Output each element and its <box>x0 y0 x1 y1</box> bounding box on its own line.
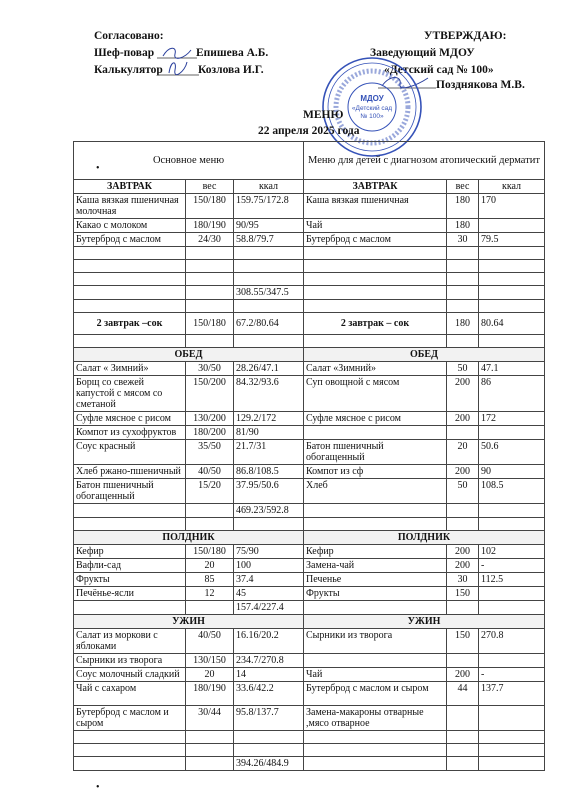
dish-weight: 30/50 <box>186 362 234 376</box>
dish-weight: 85 <box>186 573 234 587</box>
menu-date: 22 апреля 2025 года <box>258 125 360 137</box>
dish-kcal: 33.6/42.2 <box>234 682 304 706</box>
table-row <box>74 465 545 479</box>
dish-kcal <box>234 300 304 313</box>
dish-kcal <box>234 260 304 273</box>
dish-weight: 180/190 <box>186 219 234 233</box>
dish-kcal: 112.5 <box>479 573 545 587</box>
menu-table <box>73 141 545 771</box>
dish-weight: 200 <box>447 412 479 426</box>
table-row <box>74 426 545 440</box>
dish-weight <box>186 300 234 313</box>
dish-name: Сырники из творога <box>304 629 447 654</box>
dish-kcal: 16.16/20.2 <box>234 629 304 654</box>
dish-weight: 180/190 <box>186 682 234 706</box>
dish-weight <box>186 757 234 771</box>
table-row <box>74 300 545 313</box>
dish-weight: 35/50 <box>186 440 234 465</box>
section-title: ПОЛДНИК <box>74 531 304 545</box>
dish-weight <box>186 286 234 300</box>
dish-name <box>304 504 447 518</box>
dish-name: Салат из моркови с яблоками <box>74 629 186 654</box>
dish-name: Хлеб <box>304 479 447 504</box>
table-row <box>74 219 545 233</box>
dish-name: Печенье <box>304 573 447 587</box>
dish-weight: 150/180 <box>186 313 234 335</box>
dish-weight: 200 <box>447 559 479 573</box>
kcal-header-right: ккал <box>479 180 545 194</box>
dish-name: Чай <box>304 219 447 233</box>
dish-weight: 200 <box>447 545 479 559</box>
dish-name <box>74 731 186 744</box>
dish-kcal <box>479 286 545 300</box>
dish-name: Бутерброд с маслом и сыром <box>304 682 447 706</box>
dish-kcal: 84.32/93.6 <box>234 376 304 412</box>
dish-name: 2 завтрак –сок <box>74 313 186 335</box>
dish-name: Кефир <box>304 545 447 559</box>
dish-kcal: 80.64 <box>479 313 545 335</box>
table-row <box>74 706 545 731</box>
table-row <box>74 559 545 573</box>
dish-name: Бутерброд с маслом <box>304 233 447 247</box>
dish-weight <box>447 654 479 668</box>
stray-mark: • <box>96 782 100 793</box>
table-row <box>74 654 545 668</box>
table-row <box>74 412 545 426</box>
table-row <box>74 731 545 744</box>
section-row <box>74 531 545 545</box>
dish-kcal: 81/90 <box>234 426 304 440</box>
dish-kcal: - <box>479 668 545 682</box>
dish-kcal: 37.95/50.6 <box>234 479 304 504</box>
dish-name <box>74 335 186 348</box>
dish-kcal: 86.8/108.5 <box>234 465 304 479</box>
dish-kcal: 14 <box>234 668 304 682</box>
dish-name <box>74 757 186 771</box>
dish-name: Кефир <box>74 545 186 559</box>
dish-name: Салат « Зимний» <box>74 362 186 376</box>
dish-kcal <box>479 518 545 531</box>
dish-name: Чай с сахаром <box>74 682 186 706</box>
dish-name: Борщ со свежей капустой с мясом со сметаной <box>74 376 186 412</box>
dish-weight: 12 <box>186 587 234 601</box>
dish-name <box>304 426 447 440</box>
dish-name <box>74 744 186 757</box>
dish-kcal <box>479 744 545 757</box>
dish-name: Бутерброд с маслом и сыром <box>74 706 186 731</box>
dish-weight: 24/30 <box>186 233 234 247</box>
dish-name: Фрукты <box>74 573 186 587</box>
dish-kcal: 95.8/137.7 <box>234 706 304 731</box>
table-row <box>74 286 545 300</box>
dish-kcal <box>234 335 304 348</box>
table-row <box>74 682 545 706</box>
svg-text:«Детский сад: «Детский сад <box>351 105 393 112</box>
dish-kcal: 159.75/172.8 <box>234 194 304 219</box>
dish-name <box>304 247 447 260</box>
section-title: УЖИН <box>74 615 304 629</box>
signatures-left <box>155 42 205 82</box>
dish-name: Бутерброд с маслом <box>74 233 186 247</box>
dish-weight <box>186 744 234 757</box>
dish-name <box>304 335 447 348</box>
agreed-label: Согласовано: <box>94 30 164 42</box>
dish-kcal <box>479 706 545 731</box>
org-label: «Детский сад № 100» <box>384 64 494 76</box>
dish-weight <box>447 757 479 771</box>
dish-name <box>304 744 447 757</box>
dish-name: Сырники из творога <box>74 654 186 668</box>
dish-name: Суфле мясное с рисом <box>74 412 186 426</box>
table-row <box>74 587 545 601</box>
dish-weight: 50 <box>447 362 479 376</box>
dish-kcal: 28.26/47.1 <box>234 362 304 376</box>
dish-weight: 150 <box>447 629 479 654</box>
table-row <box>74 247 545 260</box>
dish-kcal <box>234 247 304 260</box>
section-title: ОБЕД <box>304 348 545 362</box>
dish-weight <box>186 601 234 615</box>
dish-kcal <box>479 601 545 615</box>
dish-kcal: 234.7/270.8 <box>234 654 304 668</box>
dish-weight: 130/200 <box>186 412 234 426</box>
dish-kcal <box>479 504 545 518</box>
dish-name: Батон пшеничный обогащенный <box>74 479 186 504</box>
dish-weight <box>186 518 234 531</box>
head-name: Позднякова М.В. <box>436 79 525 91</box>
table-row <box>74 757 545 771</box>
dish-weight: 40/50 <box>186 629 234 654</box>
dish-kcal <box>479 731 545 744</box>
dish-kcal: 137.7 <box>479 682 545 706</box>
dish-kcal: 37.4 <box>234 573 304 587</box>
dish-weight: 180 <box>447 313 479 335</box>
dish-weight: 200 <box>447 668 479 682</box>
section-title: ОБЕД <box>74 348 304 362</box>
dish-kcal <box>234 273 304 286</box>
table-row <box>74 440 545 465</box>
dish-weight: 50 <box>447 479 479 504</box>
dish-kcal <box>479 587 545 601</box>
dish-weight: 40/50 <box>186 465 234 479</box>
table-row <box>74 313 545 335</box>
chef-label: Шеф-повар <box>94 47 155 59</box>
dish-kcal: 170 <box>479 194 545 219</box>
dish-kcal: 157.4/227.4 <box>234 601 304 615</box>
dish-kcal: 102 <box>479 545 545 559</box>
chef-name: Епишева А.Б. <box>196 47 269 59</box>
dish-name <box>304 300 447 313</box>
dish-kcal: 47.1 <box>479 362 545 376</box>
dish-name <box>304 654 447 668</box>
dish-name: Суфле мясное с рисом <box>304 412 447 426</box>
dish-weight <box>186 731 234 744</box>
dish-name: 2 завтрак – сок <box>304 313 447 335</box>
kcal-header-left: ккал <box>234 180 304 194</box>
dish-name <box>74 286 186 300</box>
section-row <box>74 615 545 629</box>
dish-weight: 150/180 <box>186 545 234 559</box>
dish-kcal: 270.8 <box>479 629 545 654</box>
dish-name: Каша вязкая пшеничная молочная <box>74 194 186 219</box>
dish-weight <box>447 300 479 313</box>
dish-kcal <box>234 518 304 531</box>
dish-name <box>304 273 447 286</box>
table-row <box>74 233 545 247</box>
stray-mark: • <box>96 163 100 174</box>
dish-kcal <box>234 744 304 757</box>
dish-weight <box>447 273 479 286</box>
dish-weight: 30/44 <box>186 706 234 731</box>
dish-weight <box>447 260 479 273</box>
table-row <box>74 668 545 682</box>
dish-name <box>74 601 186 615</box>
dish-weight: 200 <box>447 465 479 479</box>
table-row <box>74 376 545 412</box>
dish-weight: 30 <box>447 573 479 587</box>
dish-name <box>74 260 186 273</box>
dish-name <box>304 286 447 300</box>
dish-weight: 44 <box>447 682 479 706</box>
dish-kcal: 50.6 <box>479 440 545 465</box>
table-row <box>74 362 545 376</box>
dish-weight: 15/20 <box>186 479 234 504</box>
dish-kcal: 100 <box>234 559 304 573</box>
main-menu-header: Основное меню <box>74 142 304 180</box>
dish-weight: 180 <box>447 219 479 233</box>
dish-name <box>304 757 447 771</box>
weight-header-right: вес <box>447 180 479 194</box>
dish-weight: 200 <box>447 376 479 412</box>
dish-name: Соус красный <box>74 440 186 465</box>
dish-name: Чай <box>304 668 447 682</box>
table-row <box>74 194 545 219</box>
dish-weight: 30 <box>447 233 479 247</box>
table-row <box>74 518 545 531</box>
dish-weight <box>447 335 479 348</box>
dish-weight: 180 <box>447 194 479 219</box>
dish-name: Вафли-сад <box>74 559 186 573</box>
dish-kcal: 86 <box>479 376 545 412</box>
svg-text:МДОУ: МДОУ <box>360 94 384 103</box>
dish-name: Батон пшеничный обогащенный <box>304 440 447 465</box>
dish-kcal: 90/95 <box>234 219 304 233</box>
dish-weight <box>447 504 479 518</box>
dish-kcal <box>479 300 545 313</box>
table-row <box>74 573 545 587</box>
dish-weight <box>447 706 479 731</box>
approve-label: УТВЕРЖДАЮ: <box>424 30 507 42</box>
table-row <box>74 504 545 518</box>
dish-name <box>74 518 186 531</box>
table-row <box>74 479 545 504</box>
breakfast-header-left: ЗАВТРАК <box>74 180 186 194</box>
dish-weight <box>447 601 479 615</box>
svg-text:№ 100»: № 100» <box>360 113 384 120</box>
calculator-name: Козлова И.Г. <box>198 64 264 76</box>
dish-kcal: 21.7/31 <box>234 440 304 465</box>
dish-kcal: 394.26/484.9 <box>234 757 304 771</box>
dish-kcal: 58.8/79.7 <box>234 233 304 247</box>
dish-weight: 150/180 <box>186 194 234 219</box>
dish-name: Каша вязкая пшеничная <box>304 194 447 219</box>
dish-weight: 20 <box>186 668 234 682</box>
dish-weight <box>186 260 234 273</box>
dish-kcal <box>479 426 545 440</box>
table-row <box>74 335 545 348</box>
table-row <box>74 545 545 559</box>
dish-kcal: 79.5 <box>479 233 545 247</box>
dish-name <box>74 300 186 313</box>
dish-name <box>304 731 447 744</box>
dish-name <box>74 273 186 286</box>
dish-kcal: 75/90 <box>234 545 304 559</box>
dish-weight <box>186 247 234 260</box>
calculator-label: Калькулятор <box>94 64 163 76</box>
weight-header-left: вес <box>186 180 234 194</box>
dish-kcal <box>479 260 545 273</box>
dish-name: Салат «Зимний» <box>304 362 447 376</box>
dish-kcal: - <box>479 559 545 573</box>
dish-weight: 180/200 <box>186 426 234 440</box>
dish-weight: 150/200 <box>186 376 234 412</box>
dish-name <box>304 518 447 531</box>
dish-kcal <box>479 219 545 233</box>
dish-name: Соус молочный сладкий <box>74 668 186 682</box>
table-row <box>74 744 545 757</box>
dish-kcal <box>479 273 545 286</box>
dish-name: Компот из сф <box>304 465 447 479</box>
dish-weight <box>447 286 479 300</box>
dish-kcal <box>234 731 304 744</box>
dish-name <box>74 247 186 260</box>
table-row <box>74 260 545 273</box>
dish-kcal: 45 <box>234 587 304 601</box>
menu-title: МЕНЮ <box>303 109 344 121</box>
dish-name: Фрукты <box>304 587 447 601</box>
dish-kcal: 172 <box>479 412 545 426</box>
breakfast-header-right: ЗАВТРАК <box>304 180 447 194</box>
dish-weight <box>186 504 234 518</box>
dish-weight: 20 <box>447 440 479 465</box>
dish-weight: 150 <box>447 587 479 601</box>
dish-kcal <box>479 335 545 348</box>
dish-kcal: 67.2/80.64 <box>234 313 304 335</box>
dish-kcal: 469.23/592.8 <box>234 504 304 518</box>
dish-name: Замена-макароны отварные ,мясо отварное <box>304 706 447 731</box>
dish-weight <box>447 426 479 440</box>
dish-kcal: 108.5 <box>479 479 545 504</box>
dish-weight <box>186 273 234 286</box>
section-row <box>74 348 545 362</box>
dish-kcal <box>479 757 545 771</box>
section-title: УЖИН <box>304 615 545 629</box>
dish-name <box>304 260 447 273</box>
dish-weight: 20 <box>186 559 234 573</box>
dish-name: Печёнье-ясли <box>74 587 186 601</box>
dish-weight <box>447 247 479 260</box>
dish-name: Суп овощной с мясом <box>304 376 447 412</box>
dish-name: Компот из сухофруктов <box>74 426 186 440</box>
dish-kcal: 308.55/347.5 <box>234 286 304 300</box>
dish-weight <box>186 335 234 348</box>
dish-name: Какао с молоком <box>74 219 186 233</box>
section-title: ПОЛДНИК <box>304 531 545 545</box>
dish-name <box>74 504 186 518</box>
table-row <box>74 601 545 615</box>
table-row <box>74 273 545 286</box>
dish-kcal: 129.2/172 <box>234 412 304 426</box>
dish-weight: 130/150 <box>186 654 234 668</box>
dish-weight <box>447 744 479 757</box>
dish-weight <box>447 518 479 531</box>
dish-weight <box>447 731 479 744</box>
dish-name: Хлеб ржано-пшеничный <box>74 465 186 479</box>
dish-name: Замена-чай <box>304 559 447 573</box>
dish-kcal <box>479 247 545 260</box>
head-label: Заведующий МДОУ <box>370 47 475 59</box>
table-row <box>74 629 545 654</box>
dish-kcal <box>479 654 545 668</box>
dish-name <box>304 601 447 615</box>
diet-menu-header: Меню для детей с диагнозом атопический дерматит <box>304 142 545 180</box>
dish-kcal: 90 <box>479 465 545 479</box>
